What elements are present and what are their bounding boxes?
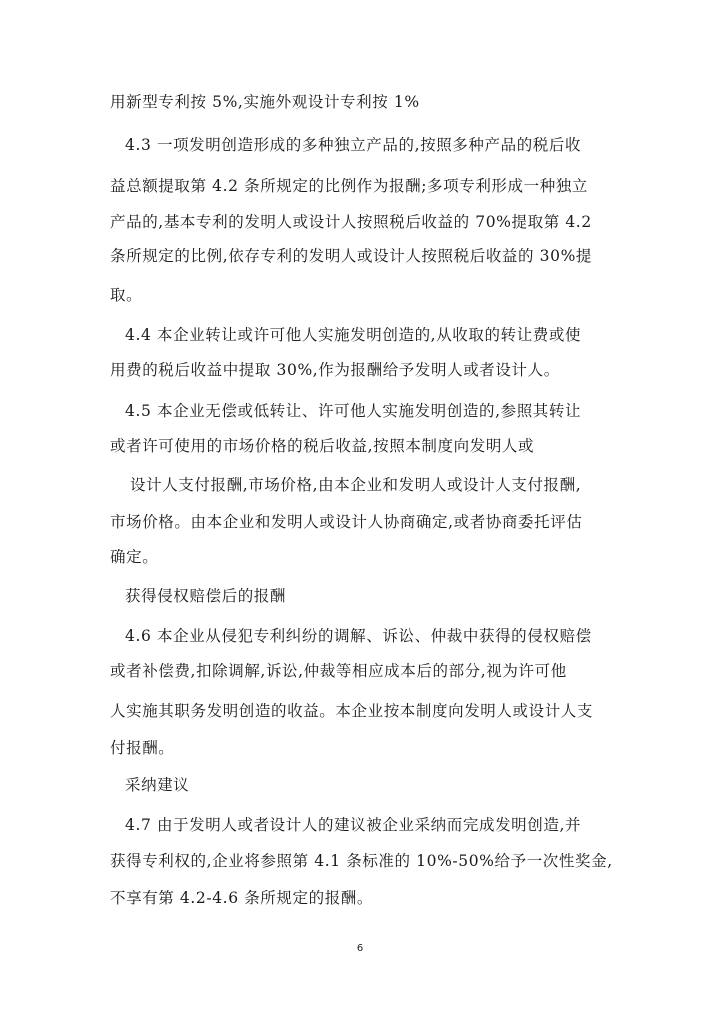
text-line: 4.4 本企业转让或许可他人实施发明创造的,从收取的转让费或使	[125, 326, 582, 344]
text-line: 获得专利权的,企业将参照第 4.1 条标准的 10%-50%给予一次性奖金,	[110, 852, 613, 870]
text-line: 设计人支付报酬,市场价格,由本企业和发明人或设计人支付报酬,	[130, 476, 582, 494]
section-heading: 获得侵权赔偿后的报酬	[125, 587, 287, 605]
text-line: 产品的,基本专利的发明人或设计人按照税后收益的 70%提取第 4.2	[110, 213, 592, 231]
page-number: 6	[356, 943, 364, 954]
text-line: 付报酬。	[110, 739, 175, 757]
text-line: 或者许可使用的市场价格的税后收益,按照本制度向发明人或	[110, 437, 535, 455]
text-line: 益总额提取第 4.2 条所规定的比例作为报酬;多项专利形成一种独立	[110, 177, 589, 195]
text-line: 用费的税后收益中提取 30%,作为报酬给予发明人或者设计人。	[110, 361, 560, 379]
text-line: 用新型专利按 5%,实施外观设计专利按 1%	[110, 93, 420, 111]
text-line: 取。	[110, 286, 143, 304]
section-heading: 采纳建议	[125, 776, 190, 794]
text-line: 4.7 由于发明人或者设计人的建议被企业采纳而完成发明创造,并	[125, 816, 582, 834]
text-line: 人实施其职务发明创造的收益。本企业按本制度向发明人或设计人支	[110, 702, 594, 720]
text-line: 4.3 一项发明创造形成的多种独立产品的,按照多种产品的税后收	[125, 136, 582, 154]
text-line: 或者补偿费,扣除调解,诉讼,仲裁等相应成本后的部分,视为许可他	[110, 662, 567, 680]
text-line: 4.6 本企业从侵犯专利纠纷的调解、诉讼、仲裁中获得的侵权赔偿	[125, 627, 592, 645]
text-line: 条所规定的比例,依存专利的发明人或设计人按照税后收益的 30%提	[110, 247, 593, 265]
text-line: 确定。	[110, 548, 159, 566]
text-line: 市场价格。由本企业和发明人或设计人协商确定,或者协商委托评估	[110, 513, 583, 531]
text-line: 不享有第 4.2-4.6 条所规定的报酬。	[110, 889, 373, 907]
text-line: 4.5 本企业无偿或低转让、许可他人实施发明创造的,参照其转让	[125, 402, 582, 420]
